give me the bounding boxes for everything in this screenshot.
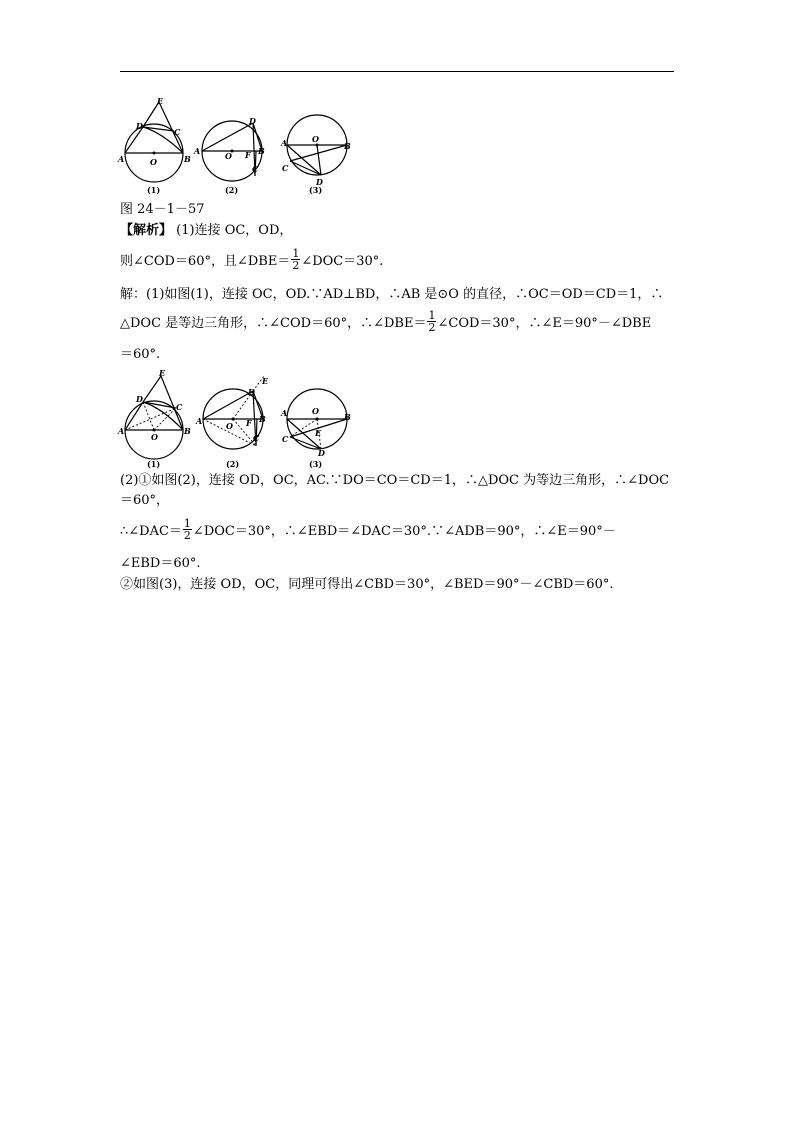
- label-d: D: [318, 448, 325, 458]
- label-e: E: [315, 428, 322, 438]
- fraction-half: [427, 310, 436, 333]
- solution1-line-3: ＝60°.: [120, 347, 161, 362]
- label-c: C: [282, 434, 289, 444]
- fraction-denominator: 2: [292, 259, 300, 272]
- label-f: F: [245, 150, 251, 160]
- label-d: D: [136, 394, 143, 404]
- label-b: B: [184, 154, 191, 164]
- label-c: C: [282, 163, 289, 173]
- panel-label-3: (3): [309, 459, 323, 469]
- label-c: C: [253, 433, 260, 443]
- solution2-text-3a: ∴∠DAC＝: [120, 524, 182, 539]
- label-o: O: [151, 432, 158, 442]
- fraction-numerator: 1: [428, 309, 436, 322]
- panel-label-2: (2): [225, 185, 239, 195]
- solution2-line-3: [120, 517, 680, 542]
- solution2-line-4: ∠EBD＝60°.: [120, 556, 201, 571]
- fraction-half: [183, 518, 192, 541]
- analysis-tag: 【解析】: [120, 223, 173, 238]
- solution2-line-5: ②如图(3)，连接 OD，OC，同理可得出∠CBD＝30°，∠BED＝90°－∠CBD＝60°.: [120, 577, 614, 592]
- label-d: D: [136, 121, 143, 131]
- analysis-line-2: [120, 247, 680, 272]
- fraction-half: [291, 248, 300, 271]
- label-o: O: [150, 157, 157, 167]
- analysis-text-2a: 则∠COD＝60°，且∠DBE＝: [120, 254, 291, 269]
- label-c: C: [252, 164, 259, 174]
- panel-label-2: (2): [226, 459, 240, 469]
- fraction-numerator: 1: [183, 517, 191, 530]
- solution1-line-1: 解：(1)如图(1)，连接 OC，OD.∵AD⊥BD，∴AB 是⊙O 的直径，∴OC＝OD＝CD＝1，∴: [120, 287, 664, 302]
- label-o: O: [226, 421, 233, 431]
- solution2-line-1: (2)①如图(2)，连接 OD，OC，AC.∵DO＝CO＝CD＝1，∴△DOC 为等边三角形，∴∠DOC: [120, 473, 670, 488]
- geometry-figures-solution: [116, 368, 361, 474]
- label-o: O: [312, 134, 319, 144]
- label-d: D: [248, 387, 255, 397]
- label-e: E: [157, 96, 164, 106]
- solution1-text-2b: ∠COD＝30°，∴∠E＝90°－∠DBE: [437, 316, 652, 331]
- label-b: B: [258, 146, 265, 156]
- fraction-denominator: 2: [183, 529, 191, 542]
- label-d: D: [249, 116, 256, 126]
- solution2-text-3b: ∠DOC＝30°，∴∠EBD＝∠DAC＝30°.∵∠ADB＝90°，∴∠E＝90°－: [192, 524, 616, 539]
- panel-label-1: (1): [147, 459, 161, 469]
- analysis-text-2b: ∠DOC＝30°.: [301, 254, 384, 269]
- label-a: A: [118, 426, 125, 436]
- label-o: O: [312, 406, 319, 416]
- label-b: B: [344, 141, 351, 151]
- label-c: C: [176, 402, 183, 412]
- label-e: E: [159, 368, 166, 378]
- label-a: A: [118, 154, 125, 164]
- analysis-text-1: (1)连接 OC，OD，: [172, 223, 293, 238]
- label-a: A: [281, 138, 288, 148]
- analysis-line-1: [120, 222, 680, 240]
- label-o: O: [225, 151, 232, 161]
- label-a: A: [196, 416, 203, 426]
- label-d: D: [316, 177, 323, 187]
- label-b: B: [344, 412, 351, 422]
- fraction-denominator: 2: [428, 321, 436, 334]
- solution2-line-2: ＝60°，: [120, 493, 170, 508]
- label-c: C: [174, 127, 181, 137]
- label-b: B: [259, 414, 266, 424]
- panel-label-1: (1): [147, 185, 161, 195]
- label-a: A: [194, 146, 201, 156]
- header-rule: [120, 71, 674, 72]
- label-f: F: [246, 418, 252, 428]
- fraction-numerator: 1: [292, 247, 300, 260]
- solution1-line-2: [120, 309, 680, 334]
- solution1-text-2a: △DOC 是等边三角形，∴∠COD＝60°，∴∠DBE＝: [120, 316, 427, 331]
- label-b: B: [184, 426, 191, 436]
- solution-figure: [116, 368, 361, 474]
- figure-24-1-57: [116, 94, 361, 200]
- panel-label-3: (3): [309, 185, 323, 195]
- figure-caption: 图 24－1－57: [120, 202, 205, 217]
- label-a: A: [281, 408, 288, 418]
- geometry-figures-top: [116, 94, 361, 200]
- label-e: E: [262, 376, 269, 386]
